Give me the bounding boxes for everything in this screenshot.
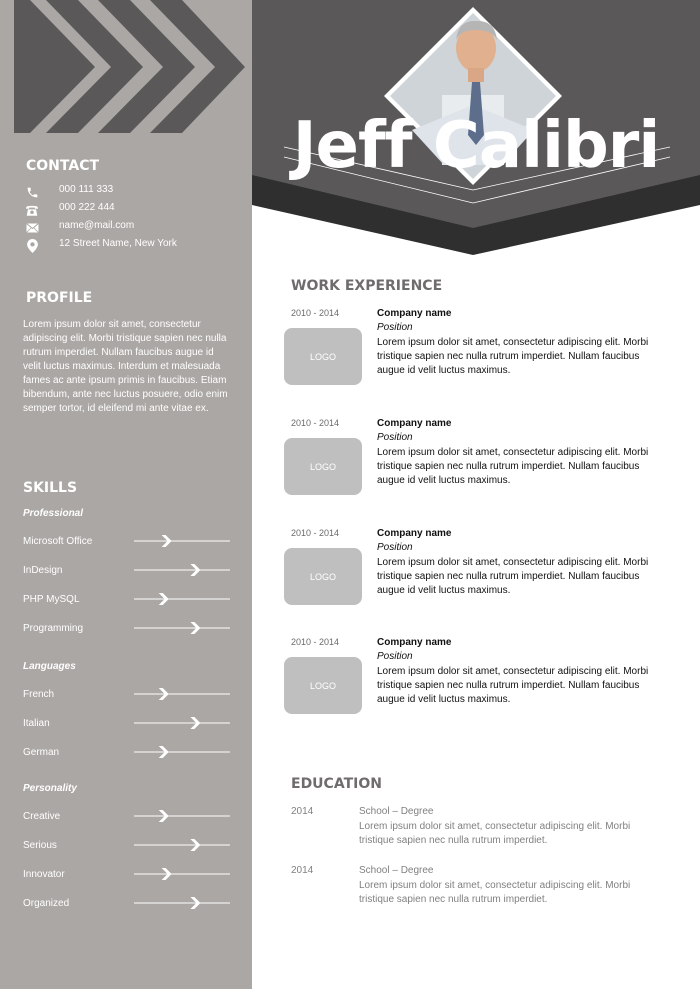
skill-name: InDesign xyxy=(23,565,63,576)
job-position: Position xyxy=(377,432,413,443)
skill-row xyxy=(0,747,252,767)
contact-phone xyxy=(24,183,114,201)
skill-level-indicator xyxy=(134,562,232,578)
job-entry xyxy=(284,418,684,518)
contact-phone-text: 000 111 333 xyxy=(59,184,114,195)
location-pin-icon xyxy=(24,238,40,254)
skill-level-indicator xyxy=(134,620,232,636)
skill-row xyxy=(0,840,252,860)
skill-category-languages: Languages xyxy=(23,661,76,672)
skill-level-indicator xyxy=(134,895,232,911)
education-year: 2014 xyxy=(291,806,314,817)
skill-name: Creative xyxy=(23,811,61,822)
header-banner xyxy=(252,0,700,260)
skill-name: Programming xyxy=(23,623,84,634)
chevron-decoration xyxy=(0,0,252,135)
skill-row xyxy=(0,898,252,918)
skill-name: French xyxy=(23,689,55,700)
skill-row xyxy=(0,718,252,738)
skill-category-professional: Professional xyxy=(23,508,84,519)
contact-title: CONTACT xyxy=(26,158,100,174)
company-logo-placeholder: LOGO xyxy=(284,328,362,385)
candidate-name: Jeff Calibri xyxy=(292,109,660,183)
skill-row xyxy=(0,689,252,709)
profile-title: PROFILE xyxy=(26,290,93,306)
telephone-icon xyxy=(24,202,40,218)
skill-level-indicator xyxy=(134,837,232,853)
skill-name: German xyxy=(23,747,60,758)
education-description: Lorem ipsum dolor sit amet, consectetur adipiscing elit. Morbi tristique sapien nec nulla rutrum imperdiet. xyxy=(359,821,631,846)
contact-address xyxy=(24,237,177,255)
skill-row xyxy=(0,811,252,831)
contact-email xyxy=(24,219,135,237)
skill-row xyxy=(0,594,252,614)
education-degree: School – Degree xyxy=(359,865,434,876)
contact-email-text: name@mail.com xyxy=(59,220,135,231)
education-degree: School – Degree xyxy=(359,806,434,817)
contact-address-text: 12 Street Name, New York xyxy=(59,238,177,249)
work-experience-title: WORK EXPERIENCE xyxy=(291,278,443,294)
education-title: EDUCATION xyxy=(291,776,382,792)
skill-level-indicator xyxy=(134,715,232,731)
sidebar xyxy=(0,0,252,989)
skill-row xyxy=(0,565,252,585)
job-years: 2010 - 2014 xyxy=(291,528,340,538)
skill-row xyxy=(0,623,252,643)
company-name: Company name xyxy=(377,418,452,429)
skill-name: Organized xyxy=(23,898,70,909)
education-year: 2014 xyxy=(291,865,314,876)
skills-title: SKILLS xyxy=(23,480,78,496)
skill-category-personality: Personality xyxy=(23,783,77,794)
job-years: 2010 - 2014 xyxy=(291,637,340,647)
job-description: Lorem ipsum dolor sit amet, consectetur adipiscing elit. Morbi tristique sapien nec nulla rutrum imperdiet. Nullam faucibus augue id velit luctus maximus. xyxy=(377,666,649,705)
job-description: Lorem ipsum dolor sit amet, consectetur adipiscing elit. Morbi tristique sapien nec nulla rutrum imperdiet. Nullam faucibus augue id velit luctus maximus. xyxy=(377,337,649,376)
skill-row xyxy=(0,536,252,556)
education-description: Lorem ipsum dolor sit amet, consectetur adipiscing elit. Morbi tristique sapien nec nulla rutrum imperdiet. xyxy=(359,880,631,905)
company-name: Company name xyxy=(377,637,452,648)
mail-icon xyxy=(24,220,40,236)
job-description: Lorem ipsum dolor sit amet, consectetur adipiscing elit. Morbi tristique sapien nec nulla rutrum imperdiet. Nullam faucibus augue id velit luctus maximus. xyxy=(377,447,649,486)
contact-telephone xyxy=(24,201,115,219)
company-logo-placeholder: LOGO xyxy=(284,657,362,714)
skill-level-indicator xyxy=(134,744,232,760)
job-entry xyxy=(284,308,684,408)
skill-name: Innovator xyxy=(23,869,65,880)
phone-icon xyxy=(24,184,40,200)
job-entry xyxy=(284,637,684,737)
contact-telephone-text: 000 222 444 xyxy=(59,202,115,213)
job-position: Position xyxy=(377,542,413,553)
job-position: Position xyxy=(377,322,413,333)
company-name: Company name xyxy=(377,528,452,539)
skill-level-indicator xyxy=(134,686,232,702)
skill-name: Serious xyxy=(23,840,57,851)
job-years: 2010 - 2014 xyxy=(291,418,340,428)
skill-row xyxy=(0,869,252,889)
company-logo-placeholder: LOGO xyxy=(284,438,362,495)
company-logo-placeholder: LOGO xyxy=(284,548,362,605)
job-entry xyxy=(284,528,684,628)
skill-name: Microsoft Office xyxy=(23,536,93,547)
skill-name: PHP MySQL xyxy=(23,594,80,605)
job-position: Position xyxy=(377,651,413,662)
skill-name: Italian xyxy=(23,718,50,729)
skill-level-indicator xyxy=(134,533,232,549)
skill-level-indicator xyxy=(134,591,232,607)
job-description: Lorem ipsum dolor sit amet, consectetur adipiscing elit. Morbi tristique sapien nec nulla rutrum imperdiet. Nullam faucibus augue id velit luctus maximus. xyxy=(377,557,649,596)
company-name: Company name xyxy=(377,308,452,319)
skill-level-indicator xyxy=(134,808,232,824)
skill-level-indicator xyxy=(134,866,232,882)
profile-text: Lorem ipsum dolor sit amet, consectetur adipiscing elit. Morbi tristique sapien nec nulla rutrum imperdiet. Nullam faucibus augue id velit luctus maximus. Interdum et malesuada fames ac ante ipsum primis in faucibus. Etiam bibendum, ante nec luctus posuere, odio enim semper tortor, id eleifend mi ante vitae ex. xyxy=(23,319,228,414)
job-years: 2010 - 2014 xyxy=(291,308,340,318)
